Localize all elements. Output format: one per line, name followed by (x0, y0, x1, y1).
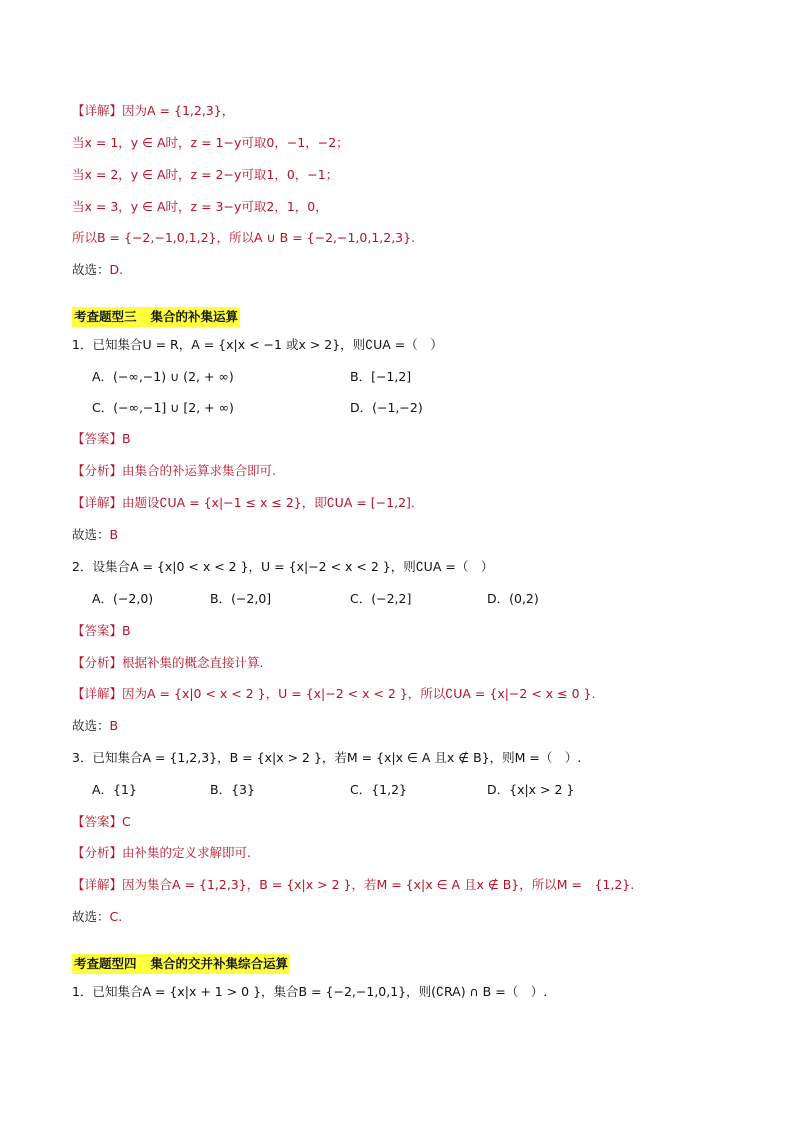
question-1-stem: 1．已知集合A = {x|x + 1 > 0 }，集合B = {−2,−1,0,1}，则(∁RA) ∩ B =（ ）. (72, 984, 548, 999)
detail-line (72, 494, 415, 512)
detail-text: 由题设∁UA = {x|−1 ≤ x ≤ 2}，即∁UA = [−1,2]. (122, 495, 415, 510)
choose-value: B (109, 527, 119, 542)
choose-label: 故选： (72, 527, 110, 542)
detail-label: 【详解】 (72, 495, 123, 510)
option-c: C．(−∞,−1] ∪ [2, + ∞) (92, 400, 234, 415)
section-label: 考查题型三 (74, 309, 137, 324)
analysis-line (72, 462, 276, 480)
analysis-line (72, 654, 264, 672)
option-c: C．{1,2} (350, 782, 408, 797)
section-label: 考查题型四 (74, 956, 137, 971)
detail-case-3: 当x = 3，y ∈ A时，z = 3−y可取2，1，0， (72, 199, 328, 214)
choose-label: 故选： (72, 909, 110, 924)
option-d: D．{x|x > 2 } (487, 782, 575, 797)
answer-line (72, 430, 131, 448)
option-a: A．{1} (92, 782, 137, 797)
answer-line (72, 622, 131, 640)
detail-label: 【详解】 (72, 877, 123, 892)
choose-value: B (109, 718, 119, 733)
answer-value: C (122, 814, 131, 829)
option-b: B．{3} (210, 782, 255, 797)
choose-value: D. (109, 262, 124, 277)
analysis-line (72, 844, 251, 862)
choose-line (72, 261, 123, 279)
detail-conclusion: 所以B = {−2,−1,0,1,2}，所以A ∪ B = {−2,−1,0,1,2,3}. (72, 230, 416, 245)
analysis-label: 【分析】 (72, 845, 123, 860)
choose-label: 故选： (72, 262, 110, 277)
answer-value: B (122, 431, 131, 446)
section-title: 集合的交并补集综合运算 (150, 956, 289, 971)
option-b: B．[−1,2] (350, 369, 412, 384)
answer-label: 【答案】 (72, 431, 123, 446)
option-d: D．(−1,−2) (350, 400, 423, 415)
detail-line (72, 876, 634, 894)
analysis-text: 根据补集的概念直接计算. (122, 655, 264, 670)
detail-case-1: 当x = 1，y ∈ A时，z = 1−y可取0，−1，−2； (72, 135, 349, 150)
analysis-label: 【分析】 (72, 655, 123, 670)
answer-line (72, 813, 131, 831)
detail-label: 【详解】 (72, 103, 123, 118)
choose-line (72, 717, 118, 735)
option-a: A．(−∞,−1) ∪ (2, + ∞) (92, 369, 234, 384)
section-heading-3 (72, 307, 240, 327)
answer-value: B (122, 623, 131, 638)
section-heading-4 (72, 954, 290, 974)
detail-text: 因为A = {x|0 < x < 2 }，U = {x|−2 < x < 2 }，所以∁UA = {x|−2 < x ≤ 0 }. (122, 686, 596, 701)
option-c: C．(−2,2] (350, 591, 412, 606)
choose-value: C. (109, 909, 123, 924)
question-2-stem: 2．设集合A = {x|0 < x < 2 }，U = {x|−2 < x < 2 }，则∁UA =（ ） (72, 559, 494, 574)
detail-text: 因为集合A = {1,2,3}，B = {x|x > 2 }，若M = {x|x ∈ A 且x ∉ B}，所以M = {1,2}. (122, 877, 635, 892)
answer-label: 【答案】 (72, 623, 123, 638)
choose-line (72, 526, 118, 544)
detail-line (72, 102, 234, 120)
detail-text: 因为A = {1,2,3}， (122, 103, 235, 118)
analysis-text: 由补集的定义求解即可. (122, 845, 251, 860)
question-1-stem: 1．已知集合U = R，A = {x|x < −1 或x > 2}，则∁UA =（ ） (72, 337, 443, 352)
option-a: A．(−2,0) (92, 591, 154, 606)
option-d: D．(0,2) (487, 591, 539, 606)
analysis-text: 由集合的补运算求集合即可. (122, 463, 276, 478)
detail-line (72, 685, 595, 703)
detail-label: 【详解】 (72, 686, 123, 701)
section-title: 集合的补集运算 (150, 309, 239, 324)
detail-case-2: 当x = 2，y ∈ A时，z = 2−y可取1，0，−1； (72, 167, 339, 182)
analysis-label: 【分析】 (72, 463, 123, 478)
question-3-stem: 3．已知集合A = {1,2,3}，B = {x|x > 2 }，若M = {x|x ∈ A 且x ∉ B}，则M =（ ）. (72, 750, 582, 765)
choose-label: 故选： (72, 718, 110, 733)
choose-line (72, 908, 122, 926)
answer-label: 【答案】 (72, 814, 123, 829)
option-b: B．(−2,0] (210, 591, 272, 606)
